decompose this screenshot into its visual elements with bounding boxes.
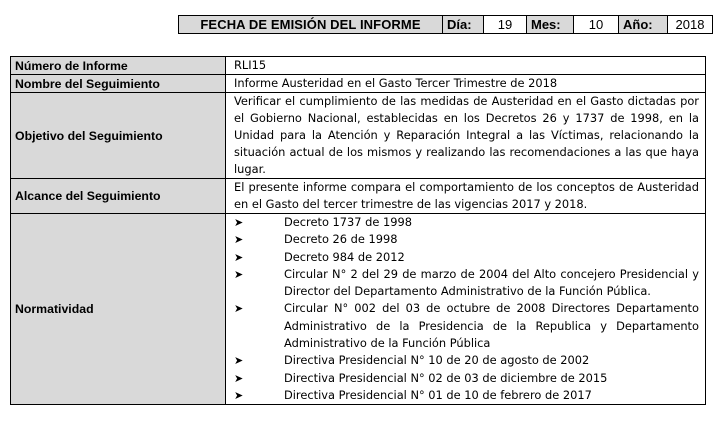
alcance-seguimiento-value: El presente informe compara el comportamiento de los conceptos de Austeridad en el Gasto del tercer trimestre de las vigencias 2017 y 2018.	[226, 179, 706, 214]
month-value: 10	[574, 16, 619, 34]
alcance-seguimiento-label: Alcance del Seguimiento	[11, 179, 226, 214]
normatividad-label: Normatividad	[11, 214, 226, 405]
arrowhead-bullet-icon: ➤	[234, 233, 244, 247]
list-item: ➤ Decreto 984 de 2012	[234, 249, 699, 266]
report-date-header	[178, 15, 713, 34]
arrowhead-bullet-icon: ➤	[234, 267, 244, 281]
list-item: ➤ Directiva Presidencial N° 10 de 20 de agosto de 2002	[234, 352, 699, 369]
arrowhead-bullet-icon: ➤	[234, 354, 244, 368]
arrowhead-bullet-icon: ➤	[234, 216, 244, 229]
month-label: Mes:	[527, 16, 574, 34]
table-row	[11, 57, 706, 75]
objetivo-seguimiento-label: Objetivo del Seguimiento	[11, 93, 226, 179]
arrowhead-bullet-icon: ➤	[234, 388, 244, 402]
arrowhead-bullet-icon: ➤	[234, 250, 244, 264]
normatividad-value	[226, 214, 706, 405]
day-value: 19	[484, 16, 527, 34]
list-item: ➤ Decreto 1737 de 1998	[234, 214, 699, 231]
table-row	[11, 214, 706, 405]
list-item: ➤ Directiva Presidencial N° 02 de 03 de diciembre de 2015	[234, 370, 699, 387]
nombre-seguimiento-value: Informe Austeridad en el Gasto Tercer Trimestre de 2018	[226, 75, 706, 93]
year-label: Año:	[619, 16, 668, 34]
objetivo-seguimiento-value: Verificar el cumplimiento de las medidas de Austeridad en el Gasto dictadas por el Gobierno Nacional, establecidas en los Decretos 26 y 1737 de 1998, en la Unidad para la Atención y Reparación Integral a las Víctimas, relacionando la situación actual de los mismos y realizando las recomendaciones a las que haya lugar.	[226, 93, 706, 179]
arrowhead-bullet-icon: ➤	[234, 371, 244, 385]
list-item: ➤ Decreto 26 de 1998	[234, 231, 699, 248]
numero-informe-value: RLI15	[226, 57, 706, 75]
table-row	[11, 179, 706, 214]
header-title: FECHA DE EMISIÓN DEL INFORME	[179, 16, 443, 34]
list-item: ➤ Directiva Presidencial N° 01 de 10 de febrero de 2017	[234, 387, 699, 404]
arrowhead-bullet-icon: ➤	[234, 302, 244, 316]
table-row	[11, 93, 706, 179]
nombre-seguimiento-label: Nombre del Seguimiento	[11, 75, 226, 93]
year-value: 2018	[668, 16, 713, 34]
day-label: Día:	[443, 16, 484, 34]
list-item: ➤ Circular N° 2 del 29 de marzo de 2004 del Alto concejero Presidencial y Director del Departamento Administrativo de la Función Pública.	[234, 266, 699, 299]
normatividad-list	[234, 214, 699, 404]
report-info-table	[10, 56, 706, 405]
list-item: ➤ Circular N° 002 del 03 de octubre de 2008 Directores Departamento Administrativo de la Presidencia de la Republica y Departamento Administrativo de la Función Pública	[234, 301, 699, 351]
numero-informe-label: Número de Informe	[11, 57, 226, 75]
table-row	[11, 75, 706, 93]
